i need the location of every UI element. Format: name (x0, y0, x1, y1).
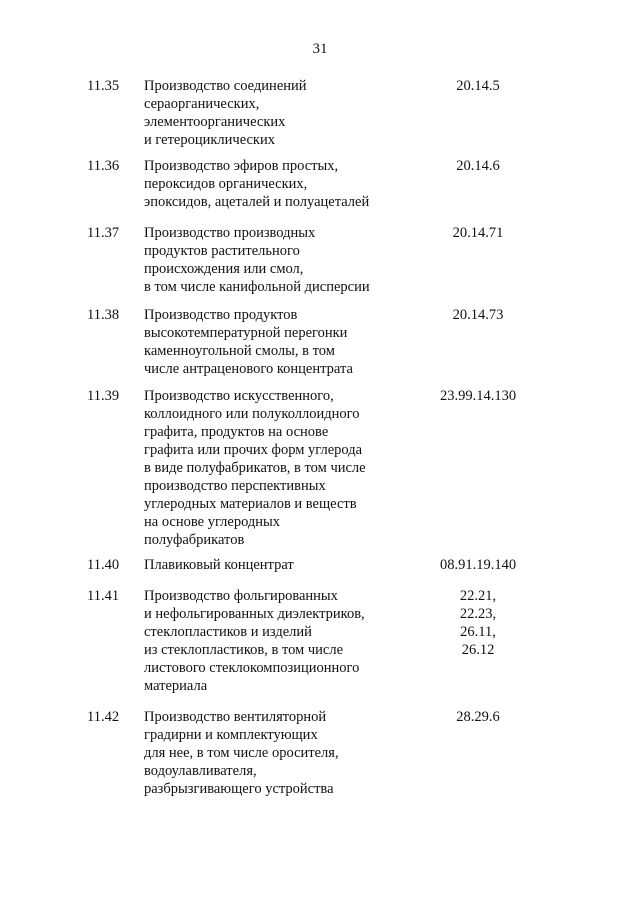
code: 20.14.5 (456, 78, 500, 94)
description-line: углеродных материалов и веществ (144, 496, 357, 512)
description-line: графита или прочих форм углерода (144, 442, 363, 458)
row-number: 11.38 (87, 307, 120, 323)
description-line: материала (144, 678, 208, 694)
description-line: стеклопластиков и изделий (144, 624, 312, 640)
description-line: в виде полуфабрикатов, в том числе (144, 460, 366, 476)
description-line: высокотемпературной перегонки (144, 325, 348, 341)
description-line: Производство эфиров простых, (144, 158, 339, 174)
row-description (144, 556, 414, 574)
description-line: Плавиковый концентрат (144, 557, 294, 573)
row-description (144, 708, 414, 798)
description-line: сераорганических, (144, 96, 260, 112)
description-line: Производство фольгированных (144, 588, 338, 604)
description-line: на основе углеродных (144, 514, 281, 530)
description-line: разбрызгивающего устройства (144, 781, 334, 797)
code: 08.91.19.140 (439, 557, 517, 573)
description-line: и нефольгированных диэлектриков, (144, 606, 365, 622)
description-line: Производство продуктов (144, 307, 298, 323)
code: 20.14.71 (452, 225, 504, 241)
code: 28.29.6 (456, 709, 500, 725)
description-line: водоулавливателя, (144, 763, 257, 779)
row-description (144, 224, 414, 296)
row-codes (418, 77, 538, 95)
description-line: элементоорганических (144, 114, 286, 130)
description-line: градирни и комплектующих (144, 727, 318, 743)
description-line: для нее, в том числе оросителя, (144, 745, 339, 761)
description-line: продуктов растительного (144, 243, 300, 259)
code: 20.14.6 (456, 158, 500, 174)
row-description (144, 387, 414, 549)
description-line: полуфабрикатов (144, 532, 245, 548)
description-line: графита, продуктов на основе (144, 424, 329, 440)
code: 23.99.14.130 (439, 388, 517, 404)
row-codes (418, 224, 538, 242)
row-description (144, 306, 414, 378)
row-number: 11.42 (87, 709, 120, 725)
row-number: 11.39 (87, 388, 120, 404)
description-line: происхождения или смол, (144, 261, 304, 277)
row-codes (418, 587, 538, 659)
code: 26.12 (461, 642, 495, 658)
row-codes (418, 556, 538, 574)
row-number: 11.36 (87, 158, 120, 174)
row-codes (418, 708, 538, 726)
code: 20.14.73 (452, 307, 504, 323)
row-description (144, 587, 414, 695)
row-description (144, 77, 414, 149)
description-line: Производство искусственного, (144, 388, 334, 404)
code: 22.23, (459, 606, 497, 622)
row-codes (418, 306, 538, 324)
description-line: каменноугольной смолы, в том (144, 343, 335, 359)
description-line: Производство производных (144, 225, 316, 241)
row-description (144, 157, 414, 211)
code: 22.21, (459, 588, 497, 604)
description-line: производство перспективных (144, 478, 326, 494)
description-line: числе антраценового концентрата (144, 361, 353, 377)
row-number: 11.37 (87, 225, 120, 241)
description-line: из стеклопластиков, в том числе (144, 642, 344, 658)
description-line: пероксидов органических, (144, 176, 308, 192)
code: 26.11, (460, 624, 496, 640)
row-codes (418, 157, 538, 175)
description-line: Производство соединений (144, 78, 307, 94)
row-number: 11.41 (87, 588, 120, 604)
description-line: эпоксидов, ацеталей и полуацеталей (144, 194, 370, 210)
row-number: 11.40 (87, 557, 120, 573)
description-line: Производство вентиляторной (144, 709, 327, 725)
row-number: 11.35 (87, 78, 120, 94)
description-line: и гетероциклических (144, 132, 275, 148)
page-number: 31 (312, 41, 328, 57)
description-line: листового стеклокомпозиционного (144, 660, 360, 676)
description-line: коллоидного или полуколлоидного (144, 406, 360, 422)
row-codes (418, 387, 538, 405)
description-line: в том числе канифольной дисперсии (144, 279, 370, 295)
